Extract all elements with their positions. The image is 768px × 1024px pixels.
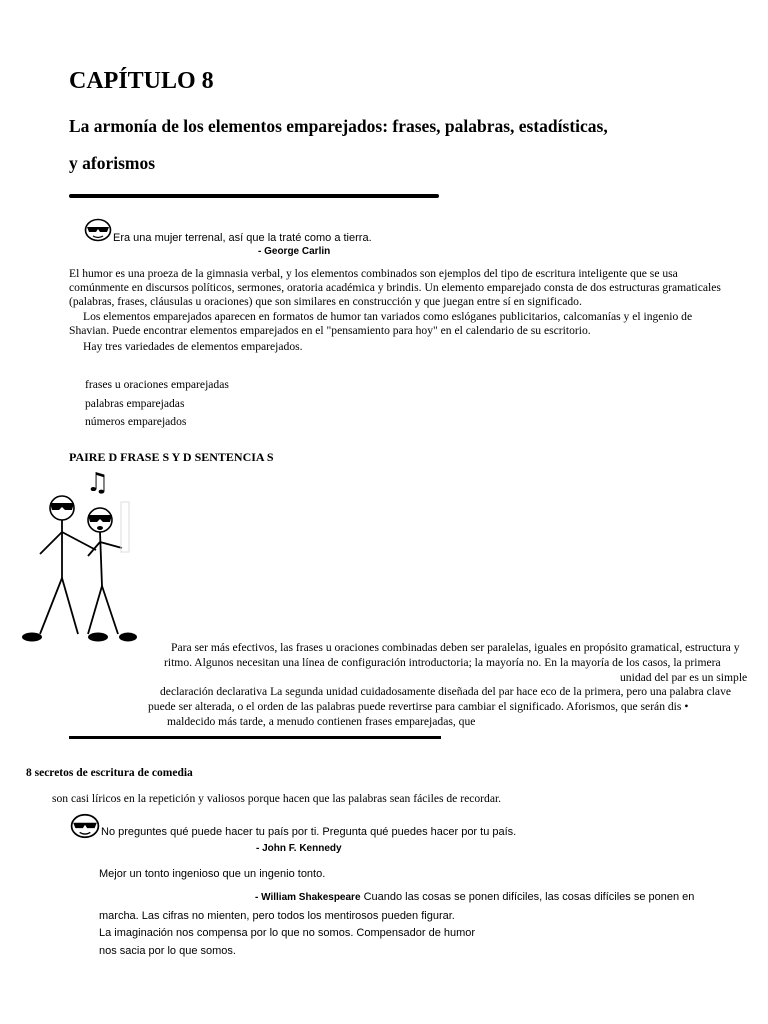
quote-carlin-author: - George Carlin	[258, 246, 331, 257]
running-footer-title: 8 secretos de escritura de comedia	[26, 767, 193, 779]
quote-carlin-text: Era una mujer terrenal, así que la traté como a tierra.	[113, 232, 372, 244]
body-line: marcha. Las cifras no mienten, pero todos los mentirosos pueden figurar.	[99, 910, 455, 922]
list-item: frases u oraciones emparejadas	[85, 378, 229, 391]
list-item: números emparejados	[85, 415, 187, 428]
section-divider	[69, 736, 441, 739]
list-item: palabras emparejadas	[85, 397, 185, 410]
music-note-icon: ♫	[86, 468, 110, 498]
chapter-subtitle-line2: y aforismos	[69, 153, 156, 173]
chapter-subtitle-line1: La armonía de los elementos emparejados: frases, palabras, estadísticas,	[69, 116, 608, 136]
body-line: comúnmente en discursos políticos, sermones, oratoria académica y brindis. Un elemento emparejado consta de dos estructuras gramaticales	[69, 281, 721, 294]
body-line: Shavian. Puede encontrar elementos emparejados en el "pensamiento para hoy" en el calendario de su escritorio.	[69, 324, 591, 337]
body-line: (palabras, frases, cláusulas u oraciones) que son similares en construcción y que juegan entre sí en significado.	[69, 295, 582, 308]
chapter-title: CAPÍTULO 8	[69, 68, 214, 94]
quote-kennedy-author: - John F. Kennedy	[256, 843, 342, 854]
body-line: maldecido más tarde, a menudo contienen frases emparejadas, que	[167, 715, 476, 728]
quote-shakespeare-text: Mejor un tonto ingenioso que un ingenio tonto.	[99, 868, 326, 880]
body-line: La imaginación nos compensa por lo que no somos. Compensador de humor	[99, 927, 476, 939]
quote-shakespeare-author: - William Shakespeare	[255, 892, 361, 903]
body-line: Para ser más efectivos, las frases u oraciones combinadas deben ser paralelas, iguales en propósito gramatical, estructura y	[171, 641, 740, 654]
title-divider	[69, 194, 439, 198]
section-heading: PAIRE D FRASE S Y D SENTENCIA S	[69, 450, 274, 464]
stick-figures-illustration	[18, 470, 138, 646]
body-line: Los elementos emparejados aparecen en formatos de humor tan variados como eslóganes publicitarios, calcomanías y el ingenio de	[83, 310, 693, 323]
body-line: declaración declarativa La segunda unidad cuidadosamente diseñada del par hace eco de la primera, pero una palabra clave	[160, 685, 732, 698]
body-text: Cuando las cosas se ponen difíciles, las cosas difíciles se ponen en	[360, 891, 695, 903]
quote-kennedy-text: No preguntes qué puede hacer tu país por ti. Pregunta qué puedes hacer por tu país.	[101, 826, 517, 838]
body-line: nos sacia por lo que somos.	[99, 945, 236, 957]
body-line: ritmo. Algunos necesitan una línea de configuración introductoria; la mayoría no. En la mayoría de los casos, la primera	[164, 656, 721, 669]
body-line: son casi líricos en la repetición y valiosos porque hacen que las palabras sean fáciles de recordar.	[52, 792, 502, 805]
body-line: puede ser alterada, o el orden de las palabras puede revertirse para cambiar el significado. Aforismos, que serán dis •	[148, 700, 689, 713]
body-line: unidad del par es un simple	[620, 671, 748, 684]
quote-shakespeare-line	[255, 891, 694, 903]
sunglasses-smiley-icon	[84, 218, 112, 242]
body-line: Hay tres variedades de elementos emparejados.	[83, 340, 303, 353]
sunglasses-smiley-icon	[70, 813, 100, 839]
body-line: El humor es una proeza de la gimnasia verbal, y los elementos combinados son ejemplos del tipo de escritura inteligente que se usa	[69, 267, 678, 280]
